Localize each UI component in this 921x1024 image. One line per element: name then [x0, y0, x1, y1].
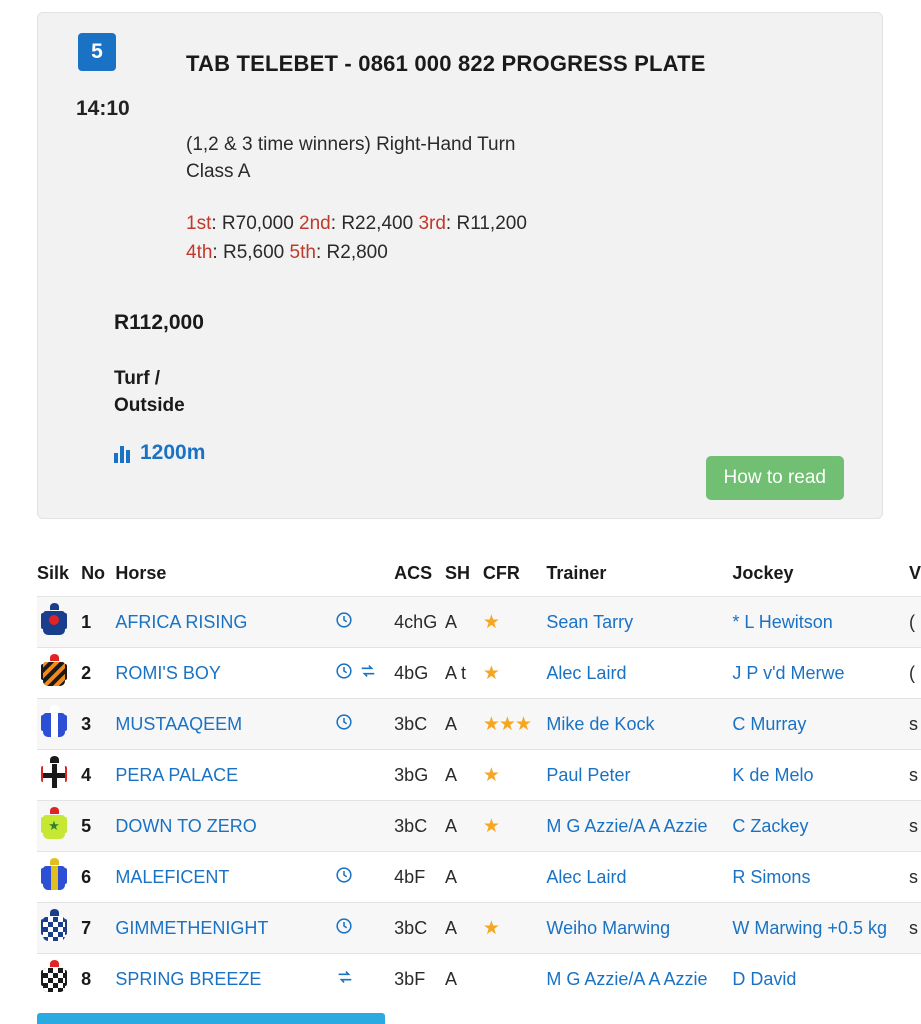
race-number-badge: 5 — [78, 33, 116, 71]
runner-silk-cell — [37, 750, 81, 801]
runner-cfr-rating — [483, 852, 547, 903]
silk-icon — [41, 705, 67, 739]
runner-extra: s — [909, 852, 921, 903]
runner-extra — [909, 954, 921, 1005]
runners-table-wrap — [37, 563, 921, 1005]
runner-jockey-link[interactable]: C Murray — [732, 713, 807, 734]
runner-extra: ( — [909, 648, 921, 699]
runner-trainer-cell[interactable] — [546, 801, 732, 852]
runner-number: 5 — [81, 801, 115, 852]
runner-jockey-link[interactable]: * L Hewitson — [732, 611, 833, 632]
runner-number: 2 — [81, 648, 115, 699]
race-conditions-line1: (1,2 & 3 time winners) Right-Hand Turn — [186, 134, 516, 155]
runner-sh: A — [445, 801, 483, 852]
runner-horse-link[interactable]: SPRING BREEZE — [115, 968, 262, 989]
runner-trainer-link[interactable]: M G Azzie/A A Azzie — [546, 815, 708, 836]
table-row[interactable] — [37, 852, 921, 903]
runner-extra: s — [909, 903, 921, 954]
clock-icon[interactable] — [335, 917, 353, 940]
runners-table — [37, 563, 921, 1005]
runner-flags[interactable] — [335, 648, 394, 699]
runner-jockey-link[interactable]: D David — [732, 968, 797, 989]
runner-horse-link[interactable]: MALEFICENT — [115, 866, 230, 887]
runner-flags[interactable] — [335, 699, 394, 750]
runner-flags[interactable] — [335, 903, 394, 954]
runner-acs: 3bC — [394, 801, 445, 852]
runner-horse-cell[interactable] — [115, 801, 334, 852]
runner-horse-cell[interactable] — [115, 597, 334, 648]
runner-sh: A t — [445, 648, 483, 699]
runners-table-body — [37, 597, 921, 1005]
table-row[interactable] — [37, 954, 921, 1005]
race-header-card — [37, 12, 883, 519]
stake-amount-3: R11,200 — [456, 213, 527, 234]
runner-number: 8 — [81, 954, 115, 1005]
runner-trainer-link[interactable]: Paul Peter — [546, 764, 631, 785]
stake-place-2: 2nd — [299, 213, 331, 234]
runner-trainer-link[interactable]: Alec Laird — [546, 866, 627, 887]
runner-trainer-cell[interactable] — [546, 750, 732, 801]
silk-icon — [41, 756, 67, 790]
runner-cfr-rating — [483, 954, 547, 1005]
how-to-read-button[interactable]: How to read — [706, 456, 844, 500]
runner-acs: 3bC — [394, 699, 445, 750]
race-stakes-line1: 1st: R70,000 2nd: R22,400 3rd: R11,200 — [186, 213, 527, 234]
runner-flags[interactable] — [335, 801, 394, 852]
race-surface — [114, 365, 314, 419]
table-row[interactable] — [37, 699, 921, 750]
runner-number: 4 — [81, 750, 115, 801]
runner-acs: 3bC — [394, 903, 445, 954]
col-header-cfr: CFR — [482, 563, 520, 583]
runner-jockey-cell[interactable] — [732, 903, 909, 954]
runner-horse-link[interactable]: DOWN TO ZERO — [115, 815, 257, 836]
col-header-trainer: Trainer — [546, 563, 607, 583]
runner-jockey-cell[interactable] — [732, 801, 909, 852]
runner-flags[interactable] — [335, 954, 394, 1005]
stake-amount-1: R70,000 — [221, 213, 294, 234]
runner-cfr-rating: ★ — [483, 597, 547, 648]
table-row[interactable] — [37, 903, 921, 954]
runner-horse-link[interactable]: GIMMETHENIGHT — [115, 917, 269, 938]
runner-acs: 4bG — [394, 648, 445, 699]
runner-trainer-cell[interactable] — [546, 699, 732, 750]
runner-horse-cell[interactable] — [115, 954, 334, 1005]
runner-jockey-link[interactable]: W Marwing +0.5 kg — [732, 917, 887, 938]
race-title: TAB TELEBET - 0861 000 822 PROGRESS PLATE — [186, 51, 706, 76]
runner-horse-link[interactable]: PERA PALACE — [115, 764, 239, 785]
runner-flags[interactable] — [335, 597, 394, 648]
runner-jockey-cell[interactable] — [732, 750, 909, 801]
col-header-flags — [335, 563, 394, 597]
runner-jockey-link[interactable]: R Simons — [732, 866, 811, 887]
runner-cfr-rating: ★ — [483, 648, 547, 699]
race-distance — [114, 441, 205, 465]
bar-chart-icon — [114, 443, 132, 463]
runner-acs: 4chG — [394, 597, 445, 648]
runner-sh: A — [445, 954, 483, 1005]
runner-jockey-cell[interactable] — [732, 954, 909, 1005]
runner-trainer-link[interactable]: Sean Tarry — [546, 611, 634, 632]
bottom-progress-bar — [37, 1013, 385, 1024]
col-header-jockey: Jockey — [732, 563, 794, 583]
silk-icon — [41, 654, 67, 688]
runner-trainer-link[interactable]: Alec Laird — [546, 662, 627, 683]
runner-horse-cell[interactable] — [115, 648, 334, 699]
runner-sh: A — [445, 597, 483, 648]
stake-amount-4: R5,600 — [222, 242, 285, 263]
runner-acs: 3bF — [394, 954, 445, 1005]
col-header-horse: Horse — [115, 563, 167, 583]
runner-cfr-rating: ★ — [483, 903, 547, 954]
runner-horse-link[interactable]: AFRICA RISING — [115, 611, 248, 632]
runner-cfr-rating: ★★★ — [483, 699, 547, 750]
runner-jockey-link[interactable]: K de Melo — [732, 764, 814, 785]
col-header-no: No — [81, 563, 106, 583]
race-total-stake: R112,000 — [114, 311, 204, 334]
runner-sh: A — [445, 750, 483, 801]
race-conditions-line2: Class A — [186, 161, 251, 182]
runner-silk-cell — [37, 801, 81, 852]
runner-jockey-link[interactable]: C Zackey — [732, 815, 809, 836]
runner-extra: ( — [909, 597, 921, 648]
runner-cfr-rating: ★ — [483, 750, 547, 801]
runner-jockey-cell[interactable] — [732, 852, 909, 903]
runner-silk-cell — [37, 852, 81, 903]
runner-extra: s — [909, 699, 921, 750]
runner-silk-cell — [37, 903, 81, 954]
col-header-extra: V — [908, 563, 921, 583]
stake-place-4: 4th — [186, 242, 213, 263]
runner-sh: A — [445, 852, 483, 903]
table-row[interactable] — [37, 750, 921, 801]
clock-icon[interactable] — [335, 866, 353, 889]
col-header-acs: ACS — [394, 563, 433, 583]
runner-number: 3 — [81, 699, 115, 750]
runner-sh: A — [445, 699, 483, 750]
swap-icon[interactable] — [358, 662, 378, 685]
table-row[interactable] — [37, 801, 921, 852]
runner-silk-cell — [37, 954, 81, 1005]
table-row[interactable] — [37, 648, 921, 699]
clock-icon[interactable] — [335, 713, 353, 736]
runner-horse-cell[interactable] — [115, 903, 334, 954]
col-header-silk: Silk — [37, 563, 70, 583]
runner-flags[interactable] — [335, 750, 394, 801]
runner-trainer-cell[interactable] — [546, 954, 732, 1005]
stake-amount-5: R2,800 — [326, 242, 388, 263]
runner-trainer-cell[interactable] — [546, 852, 732, 903]
stake-amount-2: R22,400 — [341, 213, 414, 234]
runner-extra: s — [909, 801, 921, 852]
clock-icon[interactable] — [335, 611, 353, 634]
silk-icon — [41, 603, 67, 637]
runner-acs: 3bG — [394, 750, 445, 801]
table-row[interactable] — [37, 597, 921, 648]
silk-icon — [41, 909, 67, 943]
runner-trainer-link[interactable]: Mike de Kock — [546, 713, 655, 734]
runner-jockey-cell[interactable] — [732, 597, 909, 648]
runner-trainer-link[interactable]: M G Azzie/A A Azzie — [546, 968, 708, 989]
runner-trainer-cell[interactable] — [546, 648, 732, 699]
runner-flags[interactable] — [335, 852, 394, 903]
runner-number: 1 — [81, 597, 115, 648]
runner-jockey-cell[interactable] — [732, 699, 909, 750]
runners-table-header-row — [37, 563, 921, 597]
runner-trainer-cell[interactable] — [546, 597, 732, 648]
runner-cfr-rating: ★ — [483, 801, 547, 852]
col-header-sh: SH — [444, 563, 470, 583]
runner-acs: 4bF — [394, 852, 445, 903]
runner-silk-cell — [37, 597, 81, 648]
runner-jockey-link[interactable]: J P v'd Merwe — [732, 662, 845, 683]
runner-number: 6 — [81, 852, 115, 903]
runner-horse-cell[interactable] — [115, 699, 334, 750]
race-stakes-line2: 4th: R5,600 5th: R2,800 — [186, 242, 388, 263]
runner-horse-cell[interactable] — [115, 852, 334, 903]
race-time: 14:10 — [76, 97, 130, 120]
silk-icon — [41, 960, 67, 994]
runner-jockey-cell[interactable] — [732, 648, 909, 699]
runner-horse-link[interactable]: MUSTAAQEEM — [115, 713, 243, 734]
runner-trainer-link[interactable]: Weiho Marwing — [546, 917, 671, 938]
stake-place-5: 5th — [289, 242, 316, 263]
clock-icon[interactable] — [335, 662, 353, 685]
swap-icon[interactable] — [335, 968, 355, 991]
stake-place-1: 1st — [186, 213, 212, 234]
race-stakes — [186, 209, 886, 267]
silk-icon: ★ — [41, 807, 67, 841]
runner-silk-cell — [37, 648, 81, 699]
runner-extra: s — [909, 750, 921, 801]
race-conditions — [186, 131, 826, 185]
runner-horse-cell[interactable] — [115, 750, 334, 801]
runner-trainer-cell[interactable] — [546, 903, 732, 954]
race-surface-line1: Turf / — [114, 368, 161, 389]
silk-icon — [41, 858, 67, 892]
runner-horse-link[interactable]: ROMI'S BOY — [115, 662, 221, 683]
runner-number: 7 — [81, 903, 115, 954]
runner-sh: A — [445, 903, 483, 954]
stake-place-3: 3rd — [418, 213, 446, 234]
race-distance-label: 1200m — [140, 441, 206, 464]
race-surface-line2: Outside — [114, 395, 185, 416]
runner-silk-cell — [37, 699, 81, 750]
